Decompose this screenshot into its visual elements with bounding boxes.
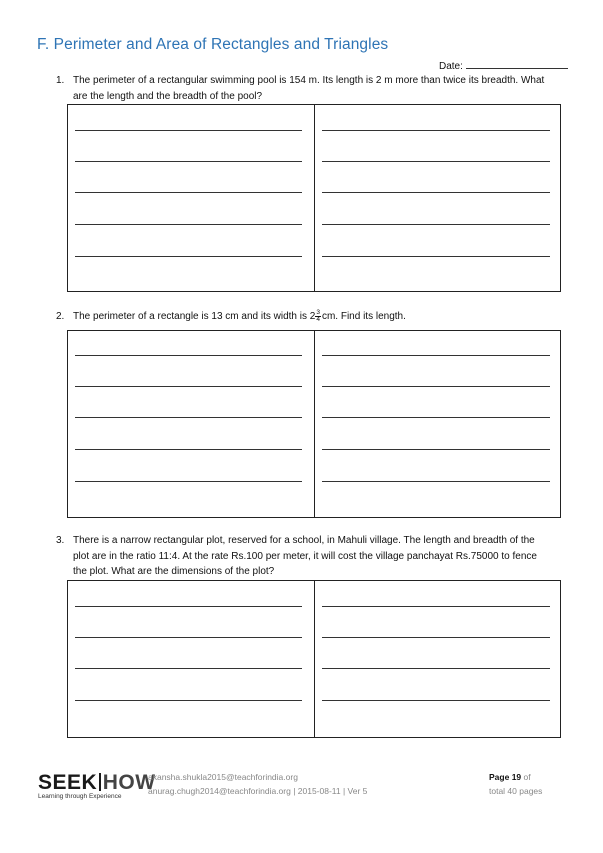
writing-line[interactable] [322, 449, 550, 450]
question-text-line [73, 309, 406, 325]
date-blank-line [466, 59, 568, 69]
writing-line[interactable] [322, 481, 550, 482]
footer-email-2-version: anurag.chugh2014@teachforindia.org | 2015-08-11 | Ver 5 [148, 786, 368, 796]
writing-line[interactable] [322, 637, 550, 638]
question-text-post: cm. Find its length. [321, 311, 406, 322]
answer-box-divider [314, 581, 315, 737]
question-number: 2. [56, 311, 65, 322]
writing-line[interactable] [75, 386, 302, 387]
date-label: Date: [439, 61, 463, 72]
writing-line[interactable] [322, 386, 550, 387]
answer-box-divider [314, 105, 315, 291]
writing-line[interactable] [75, 417, 302, 418]
page-number-line [489, 770, 542, 784]
writing-line[interactable] [75, 668, 302, 669]
footer-contact [148, 770, 367, 798]
footer-page-info [489, 770, 542, 798]
writing-line[interactable] [75, 224, 302, 225]
fraction-numerator: 3 [316, 308, 320, 316]
writing-line[interactable] [322, 130, 550, 131]
question-number: 3. [56, 535, 65, 546]
question-text-line: plot are in the ratio 11:4. At the rate Rs.100 per meter, it will cost the village panchayat Rs.75000 to fence [73, 550, 537, 562]
writing-line[interactable] [75, 130, 302, 131]
writing-line[interactable] [75, 256, 302, 257]
footer-email-1: akansha.shukla2015@teachforindia.org [148, 772, 298, 782]
seekhow-logo [38, 771, 156, 800]
question-text-line: There is a narrow rectangular plot, reserved for a school, in Mahuli village. The length and breadth of the [73, 535, 535, 546]
logo-how: HOW [102, 771, 156, 794]
answer-box-divider [314, 331, 315, 517]
question-text-line: are the length and the breadth of the pool? [73, 90, 263, 102]
writing-line[interactable] [75, 161, 302, 162]
writing-line[interactable] [75, 449, 302, 450]
writing-line[interactable] [322, 355, 550, 356]
answer-box-3 [67, 580, 561, 738]
logo-tagline: Learning through Experience [38, 793, 122, 800]
page-number: 19 [511, 772, 522, 782]
logo-wordmark [38, 771, 156, 795]
logo-seek: SEEK [38, 771, 98, 794]
page-of: of [523, 772, 531, 782]
writing-line[interactable] [322, 256, 550, 257]
question-number: 1. [56, 75, 65, 86]
writing-line[interactable] [75, 637, 302, 638]
page-title: F. Perimeter and Area of Rectangles and Triangles [37, 36, 389, 53]
writing-line[interactable] [322, 161, 550, 162]
writing-line[interactable] [322, 192, 550, 193]
writing-line[interactable] [75, 481, 302, 482]
fraction-three-quarters [315, 310, 321, 323]
writing-line[interactable] [75, 606, 302, 607]
date-field [439, 59, 568, 72]
logo-separator [99, 773, 101, 791]
question-text-line: The perimeter of a rectangular swimming pool is 154 m. Its length is 2 m more than twice its breadth. What [73, 75, 545, 86]
writing-line[interactable] [75, 700, 302, 701]
writing-line[interactable] [75, 192, 302, 193]
writing-line[interactable] [322, 606, 550, 607]
writing-line[interactable] [322, 417, 550, 418]
answer-box-2 [67, 330, 561, 518]
total-pages: total 40 pages [489, 786, 543, 796]
question-text-pre: The perimeter of a rectangle is 13 cm and its width is 2 [73, 311, 316, 322]
writing-line[interactable] [322, 700, 550, 701]
writing-line[interactable] [322, 668, 550, 669]
writing-line[interactable] [322, 224, 550, 225]
answer-box-1 [67, 104, 561, 292]
fraction-denominator: 4 [316, 315, 320, 323]
writing-line[interactable] [75, 355, 302, 356]
question-text-line: the plot. What are the dimensions of the plot? [73, 566, 275, 577]
page-word: Page [489, 772, 510, 782]
